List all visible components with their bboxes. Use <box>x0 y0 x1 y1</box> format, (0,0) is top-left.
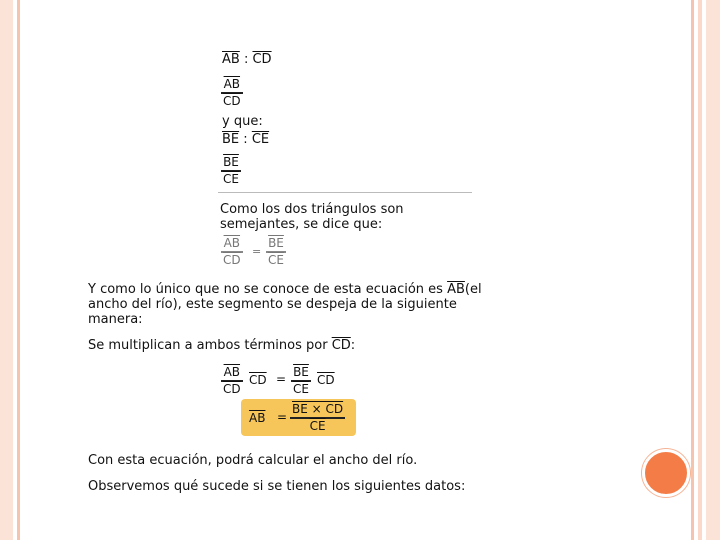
segment-ab: $\overline{AB}$ <box>447 282 465 297</box>
fraction-be-over-ce-gray <box>266 237 286 267</box>
ratio-sep: : <box>243 52 249 67</box>
fraction-numerator: $\overline{AB}$ <box>223 236 241 250</box>
ratio-ab-cd <box>222 52 272 67</box>
decorative-circle <box>642 449 690 497</box>
left-border-band <box>0 0 13 540</box>
multiply-text: Se multiplican a ambos términos por <box>88 338 328 353</box>
paragraph-line-1-text: Y como lo único que no se conoce de esta ecuación es <box>88 282 443 297</box>
eq2-fraction <box>290 403 345 433</box>
fraction-denominator: CE <box>309 418 326 433</box>
fraction-be-over-ce <box>221 156 241 186</box>
fraction-numerator: $\overline{AB}$ <box>223 365 241 379</box>
fraction-denominator: CE <box>268 252 284 267</box>
segment-ce: $\overline{CE}$ <box>251 132 270 147</box>
fraction-denominator: CE <box>223 171 239 186</box>
left-border-line <box>17 0 20 540</box>
fraction-numerator: BE × CD <box>292 402 344 416</box>
eq1-right-multiplier <box>317 373 335 388</box>
eq2-equals-sign: = <box>277 410 288 424</box>
multiply-line <box>88 338 355 353</box>
eq1-left-multiplier <box>249 373 267 388</box>
y-que-label: y que: <box>222 114 263 129</box>
right-border-line <box>691 0 694 540</box>
segment-cd: $\overline{CD}$ <box>331 338 351 353</box>
fraction-numerator: $\overline{AB}$ <box>223 77 241 91</box>
fraction-numerator: $\overline{BE}$ <box>293 365 309 379</box>
segment-cd: $\overline{CD}$ <box>317 373 335 387</box>
eq2-left <box>249 411 265 426</box>
paragraph-line-3: manera: <box>88 312 143 327</box>
paragraph-line-2: ancho del río), este segmento se despeja de la siguiente <box>88 297 457 312</box>
fraction-numerator: $\overline{BE}$ <box>223 155 239 169</box>
fraction-denominator: CD <box>223 93 241 108</box>
segment-be: $\overline{BE}$ <box>222 132 240 147</box>
multiply-colon: : <box>350 338 356 353</box>
footer-line-1: Con esta ecuación, podrá calcular el ancho del río. <box>88 453 418 468</box>
segment-cd: $\overline{CD}$ <box>249 373 267 387</box>
ratio-sep: : <box>243 132 248 147</box>
segment-ab: $\overline{AB}$ <box>222 52 240 67</box>
eq1-right-fraction <box>291 366 311 396</box>
eq1-left-fraction <box>221 366 243 396</box>
fraction-numerator: $\overline{BE}$ <box>268 236 284 250</box>
ratio-be-ce <box>222 132 269 147</box>
paragraph-line-1-end: (el <box>464 282 482 297</box>
similar-line-1: Como los dos triángulos son <box>220 202 404 217</box>
fraction-denominator: CD <box>223 252 241 267</box>
paragraph-line-1 <box>88 282 482 297</box>
right-border-line-2 <box>698 0 702 540</box>
fraction-ab-over-cd <box>221 78 243 108</box>
right-border-band <box>706 0 720 540</box>
footer-line-2: Observemos qué sucede si se tienen los siguientes datos: <box>88 479 466 494</box>
divider <box>218 192 472 193</box>
equals-sign: = <box>252 245 262 258</box>
fraction-ab-over-cd-gray <box>221 237 243 267</box>
fraction-denominator: CD <box>223 381 241 396</box>
segment-ab: $\overline{AB}$ <box>249 411 266 425</box>
similar-line-2: semejantes, se dice que: <box>220 217 383 232</box>
eq1-equals-sign: = <box>276 372 287 386</box>
fraction-denominator: CE <box>293 381 309 396</box>
segment-cd: $\overline{CD}$ <box>252 52 272 67</box>
